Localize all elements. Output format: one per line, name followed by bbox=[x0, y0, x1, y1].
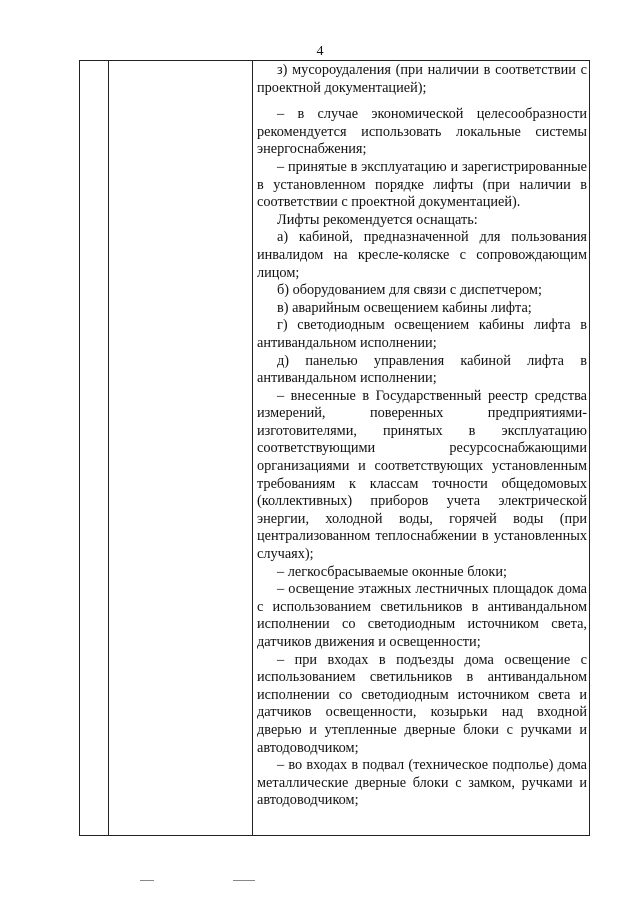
column-divider-1 bbox=[108, 61, 109, 835]
content-table bbox=[79, 60, 590, 836]
column-divider-2 bbox=[252, 61, 253, 835]
page-number: 4 bbox=[316, 44, 324, 59]
requirement-paragraph: – легкосбрасываемые оконные блоки; bbox=[277, 563, 507, 580]
requirement-paragraph: б) оборудованием для связи с диспетчером; bbox=[277, 282, 542, 299]
requirement-paragraph: з) мусороудаления (при наличии в соответствии с проектной документацией); bbox=[257, 62, 587, 96]
requirement-paragraph: – в случае экономической целесообразности рекомендуется использовать локальные системы энергоснабжения; bbox=[257, 106, 587, 158]
footer-mark bbox=[233, 880, 255, 881]
footer-mark bbox=[140, 880, 154, 881]
requirement-paragraph: Лифты рекомендуется оснащать: bbox=[277, 211, 478, 228]
requirement-paragraph: в) аварийным освещением кабины лифта; bbox=[277, 299, 532, 316]
requirements-cell bbox=[257, 62, 587, 810]
requirement-paragraph: а) кабиной, предназначенной для пользования инвалидом на кресле-коляске с сопровождающим лицом; bbox=[257, 229, 587, 281]
requirement-paragraph: – освещение этажных лестничных площадок дома с использованием светильников в антивандальном исполнении со светодиодным источником света, датчиков движения и освещенности; bbox=[257, 581, 587, 650]
requirement-paragraph: – внесенные в Государственный реестр средства измерений, поверенных предприятиями-изготовителями, принятых в эксплуатацию соответствующими ресурсоснабжающими организациями и соответствующих установленным требованиям к классам точности общедомовых (коллективных) приборов учета электрической энергии, холодной воды, горячей воды (при централизованном теплоснабжении в установленных случаях); bbox=[257, 387, 587, 563]
requirement-paragraph: – во входах в подвал (техническое подполье) дома металлические дверные блоки с замком, ручками и автодоводчиком; bbox=[257, 757, 587, 809]
footer-marks bbox=[0, 880, 640, 884]
requirement-paragraph: г) светодиодным освещением кабины лифта в антивандальном исполнении; bbox=[257, 317, 587, 351]
requirement-paragraph: д) панелью управления кабиной лифта в антивандальном исполнении; bbox=[257, 352, 587, 387]
requirement-paragraph: – при входах в подъезды дома освещение с использованием светильников в антивандальном исполнении со светодиодным источником света и датчиков освещенности, козырьки над входной дверью и утепленные дверные блоки с ручками и автодоводчиком; bbox=[257, 651, 587, 756]
requirement-paragraph: – принятые в эксплуатацию и зарегистрированные в установленном порядке лифты (при наличии в соответствии с проектной документацией). bbox=[257, 158, 587, 211]
